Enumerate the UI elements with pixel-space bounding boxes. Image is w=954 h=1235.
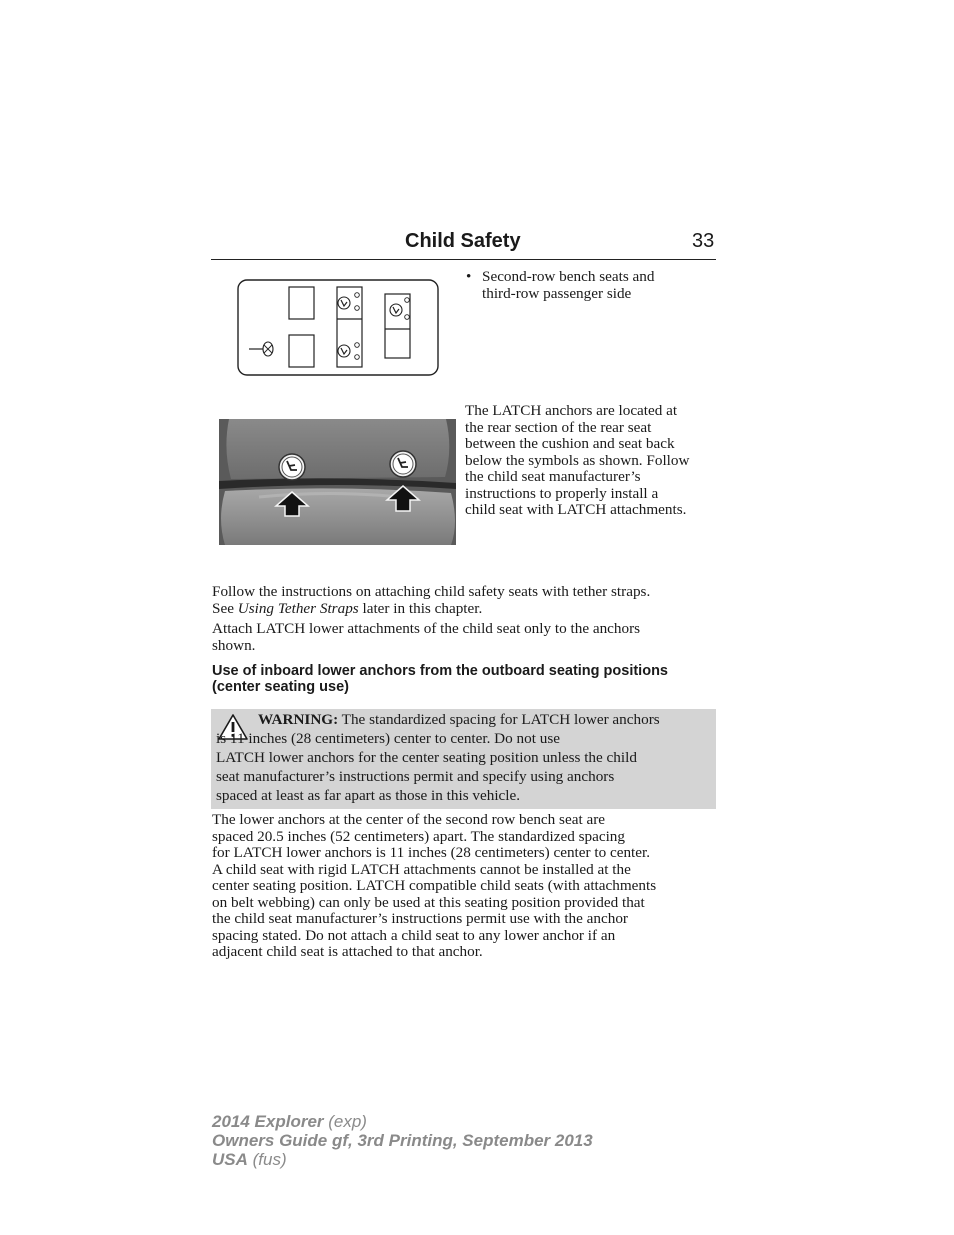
warning-line-1-text: The standardized spacing for LATCH lower anchors [338,711,660,728]
anchor-line: adjacent child seat is attached to that anchor. [212,943,483,960]
latch-line: child seat with LATCH attachments. [465,501,687,518]
warning-line: seat manufacturer’s instructions permit and specify using anchors [216,768,615,785]
warning-label: WARNING: [258,711,339,728]
warning-line: spaced at least as far apart as those in this vehicle. [216,787,521,804]
warning-line-1 [216,710,710,729]
attach-line-2: shown. [212,636,256,654]
footer-region-code: (fus) [247,1150,287,1169]
latch-line: the rear section of the rear seat [465,418,652,436]
anchor-line: center seating position. LATCH compatible child seats (with attachments [212,877,657,894]
tether-line-2 [212,601,717,618]
subheading [212,663,717,695]
footer-model-name: 2014 Explorer [212,1112,324,1131]
anchor-line: the child seat manufacturer’s instructions permit use with the anchor [212,910,628,927]
anchor-line: The lower anchors at the center of the second row bench seat are [212,811,606,828]
footer-model [212,1112,593,1131]
subheading-line-1: Use of inboard lower anchors from the outboard seating positions [212,663,668,679]
anchor-line: on belt webbing) can only be used at this seating position provided that [212,893,645,911]
tether-see: See [212,599,238,617]
anchor-paragraph [212,812,717,961]
anchor-line: A child seat with rigid LATCH attachments cannot be installed at the [212,860,631,878]
document-footer [212,1112,593,1169]
seating-layout-diagram [237,279,439,376]
attach-line-1: Attach LATCH lower attachments of the child seat only to the anchors [212,620,641,637]
attach-paragraph [212,621,717,654]
latch-line: between the cushion and seat back [465,435,675,452]
section-title: Child Safety [405,230,521,252]
footer-model-code: (exp) [323,1112,367,1131]
tether-line-1: Follow the instructions on attaching child safety seats with tether straps. [212,583,651,600]
footer-region-name: USA [212,1150,248,1169]
header-rule [211,259,716,260]
warning-line: is 11 inches (28 centimeters) center to center. Do not use [216,730,560,747]
anchor-line: spaced 20.5 inches (52 centimeters) apart. The standardized spacing [212,827,625,845]
footer-region [212,1150,593,1169]
footer-guide: Owners Guide gf, 3rd Printing, September 2013 [212,1131,593,1150]
latch-line: The LATCH anchors are located at [465,402,678,419]
latch-line: below the symbols as shown. Follow [465,451,690,469]
warning-line: LATCH lower anchors for the center seating position unless the child [216,749,637,766]
bullet-marker: • [466,268,472,285]
tether-paragraph [212,584,717,617]
warning-text [216,710,710,805]
bullet-line-1: Second-row bench seats and [482,268,655,285]
anchor-line: spacing stated. Do not attach a child seat to any lower anchor if an [212,926,616,944]
subheading-line-2: (center seating use) [212,679,349,695]
page-number: 33 [692,230,715,252]
tether-later: later in this chapter. [358,599,483,617]
latch-description [465,403,717,519]
latch-line: the child seat manufacturer’s [465,468,641,485]
anchor-line: for LATCH lower anchors is 11 inches (28 centimeters) center to center. [212,844,651,861]
tether-straps-reference-link[interactable]: Using Tether Straps [237,599,359,617]
bullet-line-2: third-row passenger side [482,284,632,302]
latch-line: instructions to properly install a [465,484,659,502]
latch-anchor-photo [219,419,456,545]
